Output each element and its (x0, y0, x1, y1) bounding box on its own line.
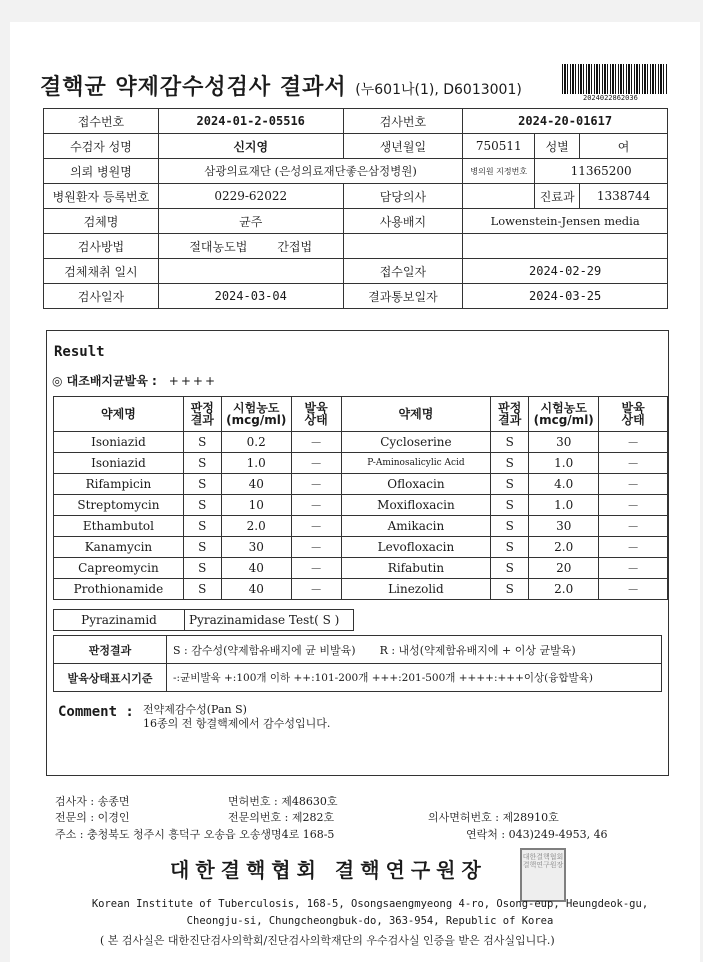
drug-growth: － (599, 495, 668, 516)
drug-conc: 40 (221, 558, 291, 579)
empty-cell (463, 234, 668, 259)
header-conc-line1: 시험농도 (233, 401, 280, 415)
header-growth-line2: 상태 (621, 413, 645, 427)
doctor-label: 담당의사 (343, 184, 463, 209)
receipt-no-label: 접수번호 (44, 109, 159, 134)
table-row (54, 432, 668, 453)
control-growth-value: ++++ (168, 374, 217, 388)
drug-name: Cycloserine (341, 432, 491, 453)
english-address-1: Korean Institute of Tuberculosis, 168-5, Osongsaengmyeong 4-ro, Osong-eup, Heungdeok-gu, (91, 898, 649, 910)
control-growth-label: ◎ 대조배지균발육 : (52, 374, 157, 388)
exam-no-label: 검사번호 (343, 109, 463, 134)
method-absolute: 절대농도법 (189, 239, 248, 254)
drug-result: S (183, 474, 221, 495)
judge-legend-label: 판정결과 (54, 636, 167, 664)
drug-growth: － (291, 558, 341, 579)
header-judge-line1: 판정 (498, 401, 522, 415)
control-growth (52, 372, 217, 389)
birth: 750511 (463, 134, 535, 159)
header-drug: 약제명 (54, 397, 184, 432)
drug-growth: － (599, 474, 668, 495)
address: 주소 : 충청북도 청주시 흥덕구 오송읍 오송생명4로 168-5 (55, 828, 335, 841)
patient-name-label: 수검자 성명 (44, 134, 159, 159)
drug-name: Streptomycin (54, 495, 184, 516)
drug-name: Prothionamide (54, 579, 184, 600)
doctor (463, 184, 535, 209)
drug-name: Rifabutin (341, 558, 491, 579)
header-judge (183, 397, 221, 432)
drug-conc: 40 (221, 579, 291, 600)
drug-name: Isoniazid (54, 432, 184, 453)
birth-label: 생년월일 (343, 134, 463, 159)
medium-label: 사용배지 (343, 209, 463, 234)
drug-growth: － (291, 474, 341, 495)
comment-text (143, 703, 330, 731)
drug-growth: － (291, 537, 341, 558)
drug-result: S (491, 474, 529, 495)
legend-table (53, 635, 662, 692)
patient-info-table (43, 108, 668, 309)
drug-name: Kanamycin (54, 537, 184, 558)
receive-date-label: 접수일자 (343, 259, 463, 284)
drug-conc: 10 (221, 495, 291, 516)
document-title (40, 70, 522, 101)
header-conc-line2: (mcg/ml) (533, 413, 594, 427)
drug-result: S (491, 579, 529, 600)
chart-no-label: 병원환자 등록번호 (44, 184, 159, 209)
receive-date: 2024-02-29 (463, 259, 668, 284)
hospital-code: 11365200 (535, 159, 668, 184)
header-conc-line2: (mcg/ml) (226, 413, 287, 427)
medium: Lowenstein-Jensen media (463, 209, 668, 234)
dept-label: 진료과 (535, 184, 580, 209)
table-row (54, 516, 668, 537)
drug-conc: 30 (529, 432, 599, 453)
drug-name: Amikacin (341, 516, 491, 537)
drug-result: S (183, 537, 221, 558)
table-row (54, 495, 668, 516)
drug-result: S (183, 558, 221, 579)
report-date: 2024-03-25 (463, 284, 668, 309)
header-judge-line1: 판정 (190, 401, 214, 415)
barcode (562, 64, 667, 94)
specialist: 전문의 : 이경인 (55, 811, 130, 824)
pza-drug: Pyrazinamid (54, 610, 185, 631)
collect-date-label: 검체채취 일시 (44, 259, 159, 284)
drug-result: S (183, 432, 221, 453)
drug-growth: － (291, 453, 341, 474)
drug-conc: 40 (221, 474, 291, 495)
header-growth (599, 397, 668, 432)
english-address-2: Cheongju-si, Chungcheongbuk-do, 363-954, Republic of Korea (186, 915, 554, 927)
header-conc (221, 397, 291, 432)
pyrazinamide-table (53, 609, 354, 631)
barcode-number: 2024022862036 (583, 94, 638, 102)
drug-result: S (491, 453, 529, 474)
doctor-license: 의사면허번호 : 제28910호 (428, 811, 559, 824)
method-label: 검사방법 (44, 234, 159, 259)
patient-name: 신지영 (158, 134, 343, 159)
header-judge-line2: 결과 (498, 413, 522, 427)
header-conc-line1: 시험농도 (540, 401, 587, 415)
drug-result: S (183, 453, 221, 474)
drug-conc: 2.0 (529, 537, 599, 558)
result-heading: Result (54, 344, 105, 360)
hospital-label: 의뢰 병원명 (44, 159, 159, 184)
tester-license: 면허번호 : 제48630호 (228, 795, 338, 808)
report-date-label: 결과통보일자 (343, 284, 463, 309)
table-row (54, 558, 668, 579)
drug-conc: 1.0 (221, 453, 291, 474)
drug-conc: 30 (529, 516, 599, 537)
table-row (54, 453, 668, 474)
chart-no: 0229-62022 (158, 184, 343, 209)
drug-growth: － (291, 432, 341, 453)
drug-growth: － (599, 453, 668, 474)
dept: 1338744 (580, 184, 668, 209)
header-growth-line1: 발육 (304, 401, 328, 415)
collect-date (158, 259, 343, 284)
drug-name: P-Aminosalicylic Acid (341, 453, 491, 474)
drug-conc: 4.0 (529, 474, 599, 495)
header-growth-line2: 상태 (304, 413, 328, 427)
institute-name: 대한결핵협회 결핵연구원장 (170, 858, 487, 882)
certification-note: ( 본 검사실은 대한진단검사의학회/진단검사의학재단의 우수검사실 인증을 받은 검사실입니다.) (100, 934, 555, 947)
pza-test: Pyrazinamidase Test( S ) (185, 610, 354, 631)
drug-conc: 30 (221, 537, 291, 558)
drug-growth: － (291, 516, 341, 537)
drug-result: S (183, 516, 221, 537)
header-growth-line1: 발육 (621, 401, 645, 415)
hospital: 삼광의료재단 (은성의료재단좋은삼정병원) (158, 159, 462, 184)
official-seal (520, 848, 566, 902)
title-text: 결핵균 약제감수성검사 결과서 (40, 75, 347, 100)
exam-no: 2024-20-01617 (463, 109, 668, 134)
growth-legend-label: 발육상태표시기준 (54, 664, 167, 692)
specimen: 균주 (158, 209, 343, 234)
method (158, 234, 343, 259)
table-row (54, 537, 668, 558)
comment-label: Comment : (58, 704, 134, 720)
drug-name: Rifampicin (54, 474, 184, 495)
judge-legend (167, 636, 662, 664)
drug-conc: 1.0 (529, 495, 599, 516)
sex: 여 (580, 134, 668, 159)
contact: 연락처 : 043)249-4953, 46 (466, 828, 608, 841)
test-date-label: 검사일자 (44, 284, 159, 309)
judge-legend-s: S : 감수성(약제함유배지에 균 비발육) (173, 643, 356, 657)
drug-result: S (491, 432, 529, 453)
drug-name: Capreomycin (54, 558, 184, 579)
header-judge-line2: 결과 (190, 413, 214, 427)
drug-growth: － (599, 516, 668, 537)
drug-name: Isoniazid (54, 453, 184, 474)
title-code: (누601나(1), D6013001) (355, 82, 522, 98)
specimen-label: 검체명 (44, 209, 159, 234)
drug-conc: 2.0 (529, 579, 599, 600)
judge-legend-r: R : 내성(약제함유배지에 + 이상 균발육) (379, 643, 576, 657)
drug-name: Linezolid (341, 579, 491, 600)
drug-conc: 0.2 (221, 432, 291, 453)
drug-result: S (183, 495, 221, 516)
drug-growth: － (599, 558, 668, 579)
seal-text: 대한결핵협회결핵연구원장 (522, 853, 564, 869)
comment-line-2: 16종의 전 항결핵제에서 감수성입니다. (143, 717, 331, 730)
table-row (54, 474, 668, 495)
drug-conc: 2.0 (221, 516, 291, 537)
drug-name: Ethambutol (54, 516, 184, 537)
header-conc (529, 397, 599, 432)
drug-result: S (183, 579, 221, 600)
specialist-no: 전문의번호 : 제282호 (228, 811, 335, 824)
header-growth (291, 397, 341, 432)
drug-name: Ofloxacin (341, 474, 491, 495)
drug-name: Levofloxacin (341, 537, 491, 558)
drug-result: S (491, 495, 529, 516)
drug-growth: － (599, 579, 668, 600)
header-drug: 약제명 (341, 397, 491, 432)
drug-susceptibility-table (53, 396, 668, 600)
test-date: 2024-03-04 (158, 284, 343, 309)
receipt-no: 2024-01-2-05516 (158, 109, 343, 134)
drug-growth: － (291, 579, 341, 600)
comment-line-1: 전약제감수성(Pan S) (143, 703, 247, 716)
table-row (54, 579, 668, 600)
drug-conc: 20 (529, 558, 599, 579)
empty-cell (343, 234, 463, 259)
drug-conc: 1.0 (529, 453, 599, 474)
drug-result: S (491, 558, 529, 579)
sex-label: 성별 (535, 134, 580, 159)
header-judge (491, 397, 529, 432)
method-indirect: 간접법 (277, 239, 313, 254)
drug-result: S (491, 537, 529, 558)
drug-result: S (491, 516, 529, 537)
growth-legend: -:균비발육 +:100개 이하 ++:101-200개 +++:201-500개 ++++:+++이상(융합발육) (167, 664, 662, 692)
drug-growth: － (599, 537, 668, 558)
drug-name: Moxifloxacin (341, 495, 491, 516)
hospital-code-label: 병의원 지정번호 (463, 159, 535, 184)
drug-growth: － (291, 495, 341, 516)
drug-growth: － (599, 432, 668, 453)
tester: 검사자 : 송종면 (55, 795, 130, 808)
